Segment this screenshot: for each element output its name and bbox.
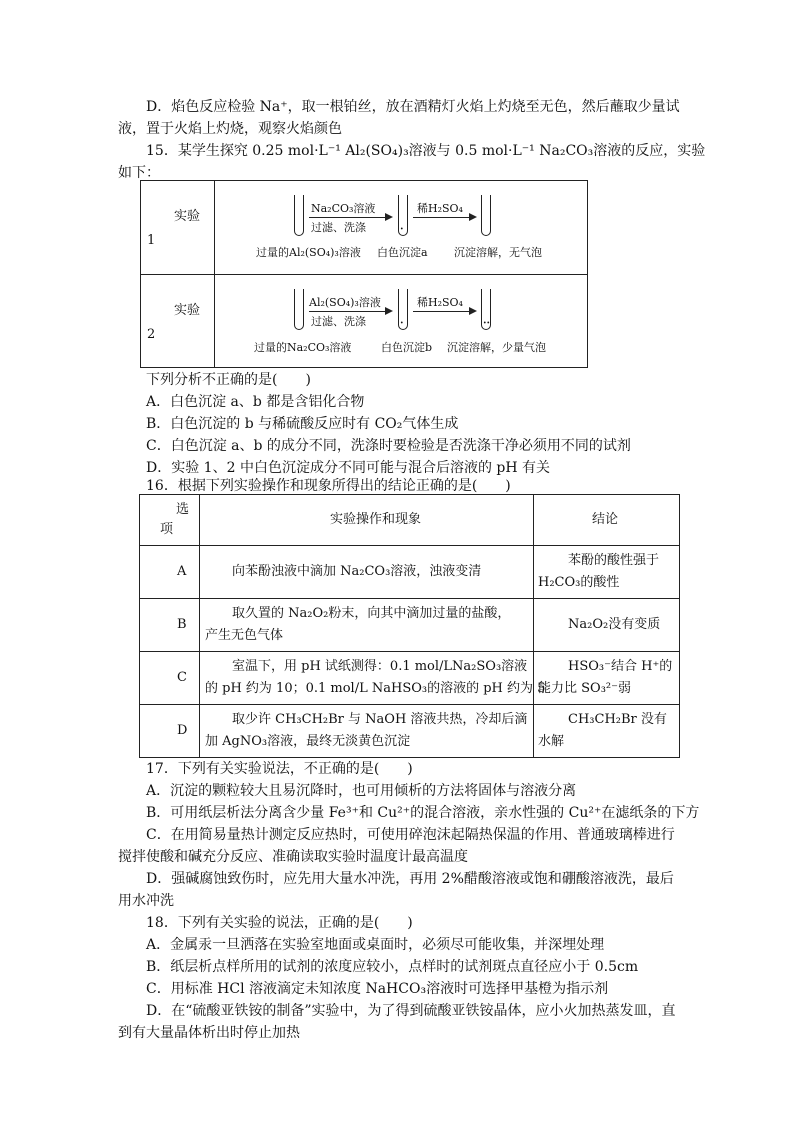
q16-row-a-c1: 苯酚的酸性强于 xyxy=(568,553,660,568)
q16-header-option-2: 项 xyxy=(160,522,174,537)
q15-stem-line2: 如下： xyxy=(118,165,160,181)
q14-option-d-line2: 液，置于火焰上灼烧，观察火焰颜色 xyxy=(118,121,342,137)
q16-header-conclusion: 结论 xyxy=(592,512,619,527)
q16-row-a-option: A xyxy=(177,564,187,579)
q16-header-operation: 实验操作和现象 xyxy=(330,512,422,527)
exp2-middle: 白色沉淀b xyxy=(381,341,433,354)
q18-line: A．金属汞一旦洒落在实验室地面或桌面时，必须尽可能收集，并深埋处理 xyxy=(146,937,605,953)
exp2-label: 实验 xyxy=(174,303,201,318)
q18-line: 到有大量晶体析出时停止加热 xyxy=(118,1025,300,1041)
q17-line: B．可用纸层析法分离含少量 Fe³⁺和 Cu²⁺的混合溶液，亲水性强的 Cu²⁺在滤纸条的下方 xyxy=(146,805,700,821)
exp1-reagent1-step: 过滤、洗涤 xyxy=(311,221,366,234)
q16-row-b-op2: 产生无色气体 xyxy=(205,628,284,643)
q16-row-a-c2: H₂CO₃的酸性 xyxy=(538,575,620,590)
q18-stem: 18．下列有关实验的说法，正确的是( ) xyxy=(146,915,413,931)
q15-option-d: D．实验 1、2 中白色沉淀成分不同可能与混合后溶液的 pH 有关 xyxy=(146,460,551,476)
q16-row-c-op1: 室温下，用 pH 试纸测得：0.1 mol/LNa₂SO₃溶液 xyxy=(232,659,528,674)
test-tube-icon: •• xyxy=(481,289,491,330)
exp2-number: 2 xyxy=(147,327,156,342)
q17-line: D．强碱腐蚀致伤时，应先用大量水冲洗，再用 2%醋酸溶液或饱和硼酸溶液洗，最后 xyxy=(146,871,674,887)
q15-option-c: C．白色沉淀 a、b 的成分不同，洗涤时要检验是否洗涤干净必须用不同的试剂 xyxy=(146,438,631,454)
q17-stem: 17．下列有关实验说法，不正确的是( ) xyxy=(146,761,413,777)
q18-line: C．用标准 HCl 溶液滴定未知浓度 NaHCO₃溶液时可选择甲基橙为指示剂 xyxy=(146,981,609,997)
q18-line: B．纸层析点样所用的试剂的浓度应较小，点样时的试剂斑点直径应小于 0.5cm xyxy=(146,959,639,975)
q16-row-d-option: D xyxy=(177,723,188,738)
test-tube-icon: • xyxy=(398,195,408,236)
exp2-reagent1-step: 过滤、洗涤 xyxy=(311,315,366,328)
q16-row-a-op1: 向苯酚浊液中滴加 Na₂CO₃溶液，浊液变清 xyxy=(232,564,482,579)
arrow-icon xyxy=(413,311,475,312)
q16-row-d-c1: CH₃CH₂Br 没有 xyxy=(568,712,667,727)
test-tube-icon xyxy=(481,195,491,236)
q16-stem: 16．根据下列实验操作和现象所得出的结论正确的是( ) xyxy=(146,478,511,494)
exp1-reagent1: Na₂CO₃溶液 xyxy=(311,202,376,215)
q16-row-d-op1: 取少许 CH₃CH₂Br 与 NaOH 溶液共热，冷却后滴 xyxy=(232,712,528,727)
q16-row-d-op2: 加 AgNO₃溶液，最终无淡黄色沉淀 xyxy=(205,734,411,749)
exp1-middle: 白色沉淀a xyxy=(377,246,428,259)
q17-line: 搅拌使酸和碱充分反应、准确读取实验时温度计最高温度 xyxy=(118,849,468,865)
q16-row-c-option: C xyxy=(177,670,187,685)
exp1-start: 过量的Al₂(SO₄)₃溶液 xyxy=(256,246,361,259)
exp1-end: 沉淀溶解，无气泡 xyxy=(454,246,542,259)
q15-option-b: B．白色沉淀的 b 与稀硫酸反应时有 CO₂气体生成 xyxy=(146,416,459,432)
q17-line: A．沉淀的颗粒较大且易沉降时，也可用倾析的方法将固体与溶液分离 xyxy=(146,783,577,799)
exp2-reagent1: Al₂(SO₄)₃溶液 xyxy=(309,296,381,309)
arrow-icon xyxy=(309,311,391,312)
q16-row-b-c1: Na₂O₂没有变质 xyxy=(568,617,661,632)
test-tube-icon: • xyxy=(398,289,408,330)
arrow-icon xyxy=(413,217,475,218)
arrow-icon xyxy=(309,217,391,218)
q16-header-option-1: 选 xyxy=(176,502,190,517)
exp2-end: 沉淀溶解，少量气泡 xyxy=(447,341,546,354)
q15-option-a: A．白色沉淀 a、b 都是含铝化合物 xyxy=(146,394,365,410)
exp2-start: 过量的Na₂CO₃溶液 xyxy=(254,341,352,354)
q16-row-d-c2: 水解 xyxy=(538,734,565,749)
q15-question: 下列分析不正确的是( ) xyxy=(146,372,311,388)
q17-line: C．在用简易量热计测定反应热时，可使用碎泡沫起隔热保温的作用、普通玻璃棒进行 xyxy=(146,827,675,843)
q16-row-b-option: B xyxy=(177,617,187,632)
q17-line: 用水冲洗 xyxy=(118,893,174,909)
q15-stem-line1: 15．某学生探究 0.25 mol·L⁻¹ Al₂(SO₄)₃溶液与 0.5 mol·L⁻¹ Na₂CO₃溶液的反应，实验 xyxy=(146,143,706,159)
exp1-label: 实验 xyxy=(174,209,201,224)
q16-row-c-c2: 能力比 SO₃²⁻弱 xyxy=(538,681,631,696)
q16-row-c-c1: HSO₃⁻结合 H⁺的 xyxy=(568,659,673,674)
exp2-reagent2: 稀H₂SO₄ xyxy=(417,296,463,309)
test-tube-icon xyxy=(294,289,304,330)
exp1-number: 1 xyxy=(147,233,156,248)
q15-experiment-table xyxy=(140,180,588,368)
q14-option-d-line1: D．焰色反应检验 Na⁺，取一根铂丝，放在酒精灯火焰上灼烧至无色，然后蘸取少量试 xyxy=(146,99,680,115)
q16-row-c-op2: 的 pH 约为 10；0.1 mol/L NaHSO₃的溶液的 pH 约为 5 xyxy=(205,681,546,696)
q16-row-b-op1: 取久置的 Na₂O₂粉末，向其中滴加过量的盐酸， xyxy=(232,606,511,621)
test-tube-icon xyxy=(294,195,304,236)
q18-line: D．在“硫酸亚铁铵的制备”实验中，为了得到硫酸亚铁铵晶体，应小火加热蒸发皿，直 xyxy=(146,1003,676,1019)
exp1-reagent2: 稀H₂SO₄ xyxy=(417,202,463,215)
